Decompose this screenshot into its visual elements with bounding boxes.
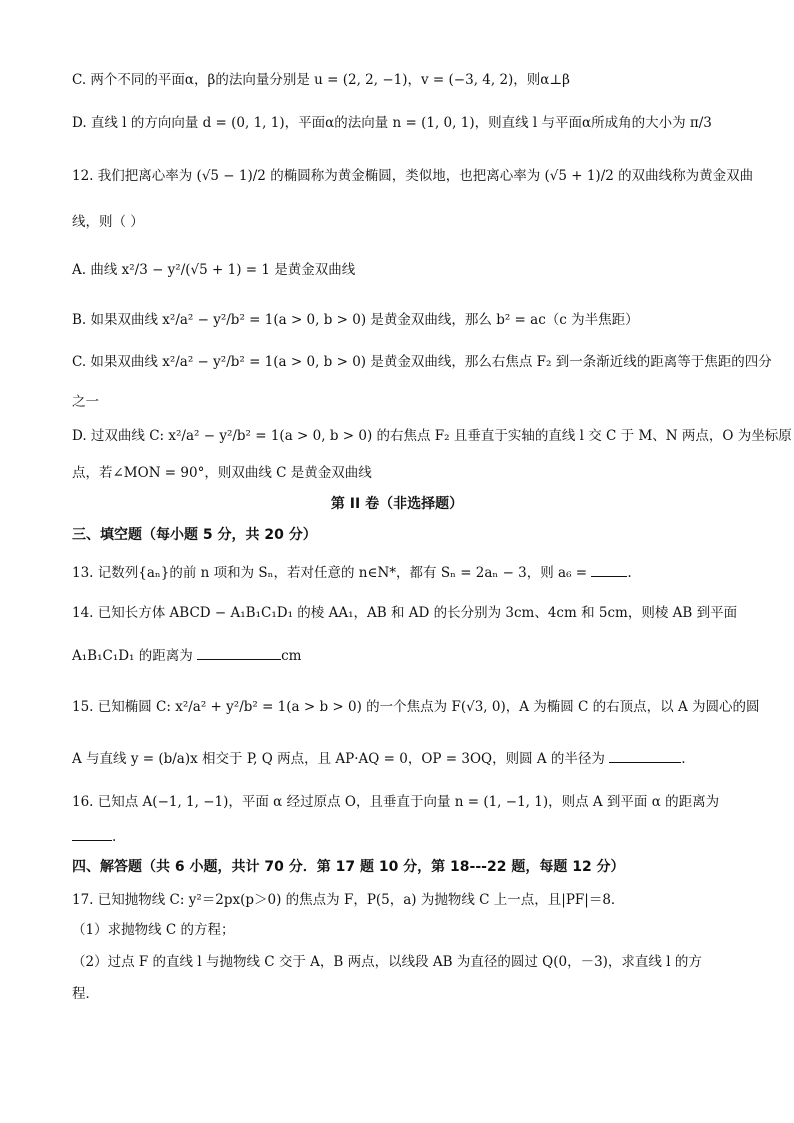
q14-line1: 14. 已知长方体 ABCD − A₁B₁C₁D₁ 的棱 AA₁，AB 和 AD 的长分别为 3cm、4cm 和 5cm，则棱 AB 到平面: [72, 605, 738, 621]
q12-stem-line2: 线，则（ ）: [72, 214, 144, 230]
q17-part2-line1: （2）过点 F 的直线 l 与抛物线 C 交于 A，B 两点，以线段 AB 为直径的圆过 Q(0，－3)，求直线 l 的方: [72, 954, 702, 970]
q15-tail: .: [681, 751, 686, 767]
q16-answer-blank[interactable]: [72, 826, 112, 841]
section4-title: 四、解答题（共 6 小题，共计 70 分．第 17 题 10 分，第 18---22 题，每题 12 分）: [72, 859, 625, 875]
q13-text: 13. 记数列{aₙ}的前 n 项和为 Sₙ，若对任意的 n∈N*，都有 Sₙ = 2aₙ − 3，则 a₆ =: [72, 565, 588, 581]
q11-option-c: C. 两个不同的平面α，β的法向量分别是 u = (2, 2, −1)，v = (−3, 4, 2)，则α⊥β: [72, 72, 570, 88]
q16-tail: .: [112, 829, 117, 845]
section3-title: 三、填空题（每小题 5 分，共 20 分）: [72, 527, 317, 543]
q17-stem: 17. 已知抛物线 C: y²＝2px(p＞0) 的焦点为 F，P(5，a) 为抛物线 C 上一点，且|PF|＝8．: [72, 892, 625, 908]
q17-part1: （1）求抛物线 C 的方程；: [72, 922, 235, 938]
q12-option-d-line2: 点，若∠MON = 90°，则双曲线 C 是黄金双曲线: [72, 465, 372, 481]
q13-tail: .: [627, 565, 632, 581]
q16-line1: 16. 已知点 A(−1, 1, −1)，平面 α 经过原点 O，且垂直于向量 n = (1, −1, 1)，则点 A 到平面 α 的距离为: [72, 794, 720, 810]
q12-option-b: B. 如果双曲线 x²/a² − y²/b² = 1(a > 0, b > 0) 是黄金双曲线，那么 b² = ac（c 为半焦距）: [72, 312, 639, 328]
q15-line1: 15. 已知椭圆 C: x²/a² + y²/b² = 1(a > b > 0) 的一个焦点为 F(√3, 0)，A 为椭圆 C 的右顶点，以 A 为圆心的圆: [72, 699, 760, 715]
q16-line2: [72, 826, 734, 847]
q12-stem-line1: 12. 我们把离心率为 (√5 − 1)/2 的椭圆称为黄金椭圆，类似地，也把离心率为 (√5 + 1)/2 的双曲线称为黄金双曲: [72, 168, 754, 184]
q12-option-a: A. 曲线 x²/3 − y²/(√5 + 1) = 1 是黄金双曲线: [72, 262, 356, 278]
q15-line2: [72, 748, 734, 769]
q12-option-c-line1: C. 如果双曲线 x²/a² − y²/b² = 1(a > 0, b > 0) 是黄金双曲线，那么右焦点 F₂ 到一条渐近线的距离等于焦距的四分: [72, 354, 772, 370]
q17-part2-line2: 程．: [72, 986, 99, 1002]
q12-option-d-line1: D. 过双曲线 C: x²/a² − y²/b² = 1(a > 0, b > 0) 的右焦点 F₂ 且垂直于实轴的直线 l 交 C 于 M、N 两点，O 为坐标原: [72, 428, 792, 444]
q11-option-d: D. 直线 l 的方向向量 d = (0, 1, 1)，平面α的法向量 n = (1, 0, 1)，则直线 l 与平面α所成角的大小为 π/3: [72, 115, 712, 131]
q14-unit: cm: [281, 648, 302, 664]
q14-answer-blank[interactable]: [197, 645, 281, 660]
q13-answer-blank[interactable]: [591, 562, 627, 577]
q12-option-c-line2: 之一: [72, 394, 99, 410]
q14-line2: [72, 645, 734, 666]
part2-title: 第 II 卷（非选择题）: [330, 496, 464, 512]
q14-text: A₁B₁C₁D₁ 的距离为: [72, 648, 193, 664]
q15-text: A 与直线 y = (b/a)x 相交于 P, Q 两点，且 AP·AQ = 0，OP = 3OQ，则圆 A 的半径为: [72, 751, 605, 767]
q13: [72, 562, 734, 583]
q15-answer-blank[interactable]: [609, 748, 681, 763]
